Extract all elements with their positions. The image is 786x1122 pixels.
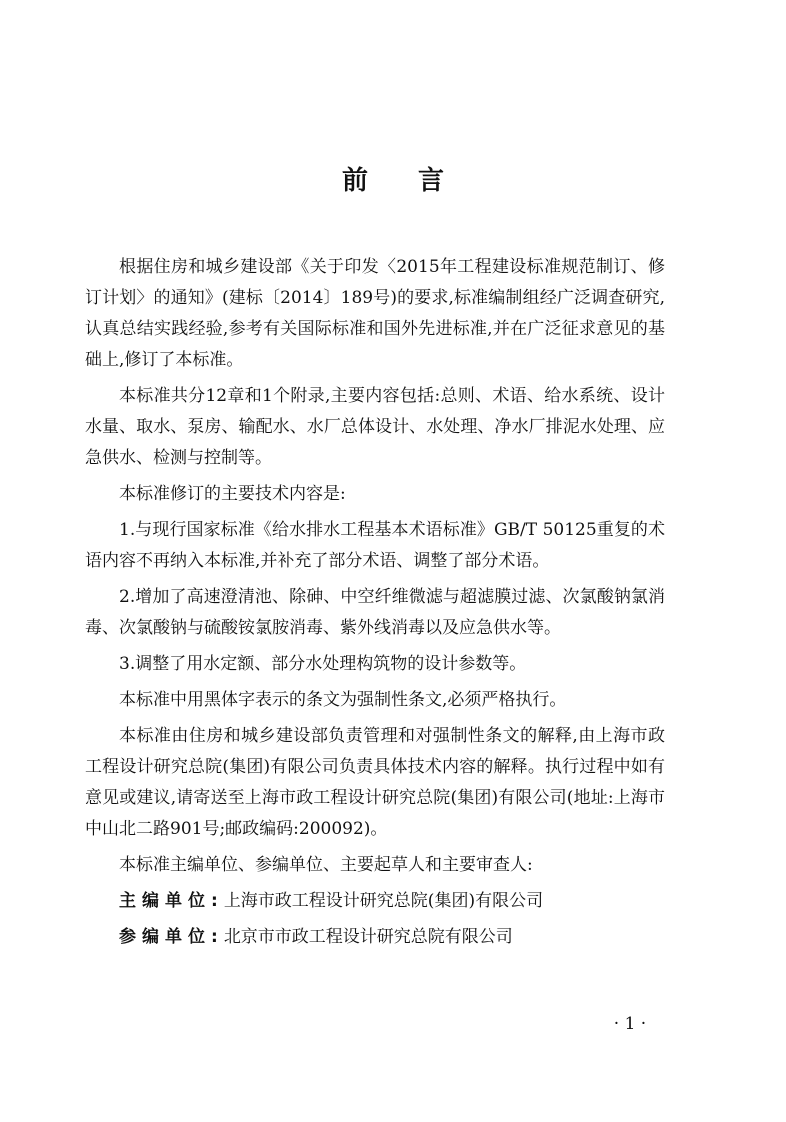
revision-item-3: 3.调整了用水定额、部分水处理构筑物的设计参数等。 — [119, 654, 527, 674]
page-title-char-1: 前 — [341, 166, 368, 196]
paragraph-management: 本标准由住房和城乡建设部负责管理和对强制性条文的解释,由上海市政工程设计研究总院(集团)有限公司负责具体技术内容的解释。执行过程中如有意见或建议,请寄送至上海市政工程设计研究总院(集团)有限公司(地址:上海市中山北二路901号;邮政编码:200092)。 — [85, 726, 665, 839]
page-title-char-2: 言 — [418, 166, 445, 196]
page-title — [0, 160, 786, 197]
revision-item-2: 2.增加了高速澄清池、除砷、中空纤维微滤与超滤膜过滤、次氯酸钠氯消毒、次氯酸钠与硫酸铵氯胺消毒、紫外线消毒以及应急供水等。 — [85, 587, 665, 638]
participating-unit-line — [85, 922, 665, 953]
paragraph-background: 根据住房和城乡建设部《关于印发〈2015年工程建设标准规范制订、修订计划〉的通知》(建标〔2014〕189号)的要求,标准编制组经广泛调查研究,认真总结实践经验,参考有关国际标准和国外先进标准,并在广泛征求意见的基础上,修订了本标准。 — [85, 257, 665, 370]
chief-unit-label: 主编单位: — [119, 891, 224, 911]
participating-unit-label: 参编单位: — [119, 927, 224, 947]
participating-unit-value: 北京市市政工程设计研究总院有限公司 — [223, 927, 513, 947]
paragraph-units-intro: 本标准主编单位、参编单位、主要起草人和主要审查人: — [119, 855, 533, 875]
chief-unit-value: 上海市政工程设计研究总院(集团)有限公司 — [223, 891, 544, 911]
page-number: · 1 · — [613, 1014, 647, 1034]
paragraph-mandatory: 本标准中用黑体字表示的条文为强制性条文,必须严格执行。 — [119, 690, 567, 710]
paragraph-revision-intro: 本标准修订的主要技术内容是: — [119, 484, 346, 504]
preface-body — [85, 252, 665, 958]
chief-unit-line — [85, 886, 665, 917]
revision-item-1: 1.与现行国家标准《给水排水工程基本术语标准》GB/T 50125重复的术语内容不再纳入本标准,并补充了部分术语、调整了部分术语。 — [85, 520, 665, 571]
paragraph-structure: 本标准共分12章和1个附录,主要内容包括:总则、术语、给水系统、设计水量、取水、泵房、输配水、水厂总体设计、水处理、净水厂排泥水处理、应急供水、检测与控制等。 — [85, 386, 665, 468]
